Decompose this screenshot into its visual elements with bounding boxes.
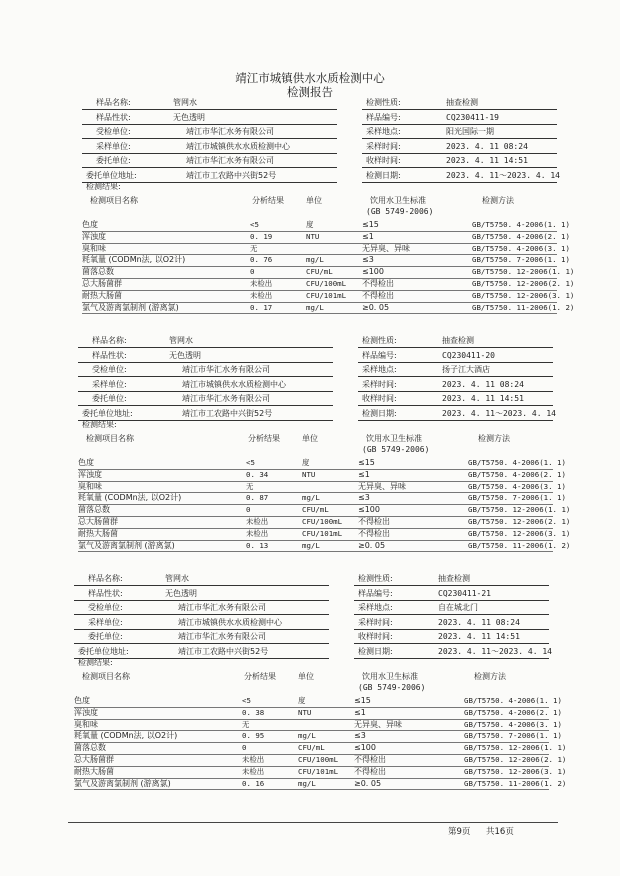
client-unit-value: 靖江市华汇水务有限公司 <box>178 603 266 613</box>
test-nature-label: 检测性质: <box>366 98 401 107</box>
field-underline <box>82 153 337 154</box>
row-result: <5 <box>242 696 251 705</box>
row-method: GB/T5750. 4-2006(2. 1) <box>472 231 570 241</box>
footer-divider <box>68 822 558 823</box>
row-method: GB/T5750. 7-2006(1. 1) <box>472 255 570 265</box>
sampling-unit-label: 采样单位: <box>88 617 123 627</box>
sampling-place-label: 采样地点: <box>358 603 393 613</box>
field-underline <box>354 658 549 659</box>
row-unit: 度 <box>298 696 306 705</box>
sampling-time-value: 2023. 4. 11 08:24 <box>446 141 528 151</box>
row-standard: ≤1 <box>362 231 374 241</box>
field-underline <box>354 600 549 601</box>
table-row <box>0 540 616 552</box>
col-standard-sub-header: (GB 5749-2006) <box>362 445 430 454</box>
field-underline <box>78 405 333 406</box>
sample-number-label: 样品编号: <box>366 112 401 122</box>
table-row <box>0 266 620 278</box>
row-standard: 不得检出 <box>358 528 390 538</box>
test-nature-label: 检测性质: <box>358 574 393 583</box>
row-item: 氯气及游离氯制剂 (游离氯) <box>74 778 171 788</box>
row-item: 色度 <box>74 696 90 705</box>
row-standard: ≤1 <box>358 469 370 479</box>
row-method: GB/T5750. 4-2006(3. 1) <box>468 481 566 491</box>
col-item-header: 检测项目名称 <box>82 672 130 681</box>
row-item: 总大肠菌群 <box>78 517 118 526</box>
field-underline <box>82 109 337 110</box>
commission-address-label: 委托单位地址: <box>78 647 129 656</box>
field-underline <box>78 376 333 377</box>
sampling-unit-label: 采样单位: <box>92 379 127 389</box>
row-standard: 无异臭、异味 <box>362 243 410 253</box>
row-method: GB/T5750. 11-2006(1. 2) <box>468 540 571 550</box>
row-result: <5 <box>250 220 259 229</box>
sample-number-label: 样品编号: <box>362 350 397 360</box>
sample-state-label: 样品性状: <box>88 588 123 598</box>
row-standard: 不得检出 <box>354 755 386 764</box>
page-footer <box>0 826 620 838</box>
test-nature-label: 检测性质: <box>362 336 397 345</box>
row-method: GB/T5750. 12-2006(3. 1) <box>472 290 575 300</box>
table-row <box>0 481 616 493</box>
row-item: 臭和味 <box>82 243 106 253</box>
row-result: 0 <box>246 505 251 515</box>
client-unit-value: 靖江市华汇水务有限公司 <box>182 365 270 375</box>
col-standard-sub-header: (GB 5749-2006) <box>358 683 426 692</box>
test-date-label: 检测日期: <box>362 409 397 418</box>
row-result: 未检出 <box>250 290 273 300</box>
col-method-header: 检测方法 <box>474 672 506 681</box>
receive-time-label: 收样时间: <box>362 394 397 404</box>
row-standard: ≤15 <box>362 220 379 229</box>
row-item: 耐热大肠菌 <box>74 766 114 776</box>
field-underline <box>354 614 549 615</box>
test-date-label: 检测日期: <box>366 171 401 180</box>
sampling-place-value: 自在城北门 <box>438 603 478 613</box>
row-unit: 度 <box>306 220 314 229</box>
field-underline <box>362 182 557 183</box>
field-underline <box>74 629 329 630</box>
row-item: 臭和味 <box>78 481 102 491</box>
row-divider <box>78 551 553 552</box>
sample-state-value: 无色透明 <box>165 588 197 598</box>
row-result: 0. 13 <box>246 540 269 550</box>
row-standard: ≤15 <box>354 696 371 705</box>
row-unit: mg/L <box>298 731 316 741</box>
row-item: 耗氧量 (CODMn法, 以O2计) <box>78 493 182 503</box>
col-standard-sub-header: (GB 5749-2006) <box>366 207 434 216</box>
sample-section <box>0 335 616 571</box>
test-date-value: 2023. 4. 11～2023. 4. 14 <box>442 409 556 418</box>
col-method-header: 检测方法 <box>482 196 514 205</box>
test-nature-value: 抽查检测 <box>442 336 474 345</box>
test-date-label: 检测日期: <box>358 647 393 656</box>
row-standard: ≤3 <box>358 493 370 503</box>
field-underline <box>362 153 557 154</box>
row-method: GB/T5750. 4-2006(3. 1) <box>472 243 570 253</box>
row-item: 耐热大肠菌 <box>78 528 118 538</box>
sample-state-label: 样品性状: <box>96 112 131 122</box>
sample-number-label: 样品编号: <box>358 588 393 598</box>
sample-section <box>0 97 620 333</box>
row-method: GB/T5750. 12-2006(2. 1) <box>468 517 571 526</box>
row-unit: mg/L <box>302 540 320 550</box>
table-row <box>0 254 620 266</box>
col-unit-header: 单位 <box>306 196 322 205</box>
row-method: GB/T5750. 4-2006(1. 1) <box>468 458 566 467</box>
row-result: 0 <box>242 743 247 753</box>
client-unit-label: 受检单位: <box>96 127 131 137</box>
commission-unit-value: 靖江市华汇水务有限公司 <box>178 632 266 642</box>
field-underline <box>362 124 557 125</box>
row-standard: ≤15 <box>358 458 375 467</box>
col-standard-header: 饮用水卫生标准 <box>362 672 418 681</box>
sample-number-value: CQ230411-19 <box>446 112 499 122</box>
row-item: 耗氧量 (CODMn法, 以O2计) <box>74 731 178 741</box>
report-title: 检测报告 <box>287 85 333 99</box>
col-method-header: 检测方法 <box>478 434 510 443</box>
row-method: GB/T5750. 4-2006(1. 1) <box>472 220 570 229</box>
field-underline <box>354 629 549 630</box>
field-underline <box>358 347 553 348</box>
row-item: 耗氧量 (CODMn法, 以O2计) <box>82 255 186 265</box>
row-item: 浑浊度 <box>78 469 102 479</box>
row-item: 浑浊度 <box>74 707 98 717</box>
commission-address-label: 委托单位地址: <box>82 409 133 418</box>
row-item: 臭和味 <box>74 719 98 729</box>
page-total: 共16页 <box>486 827 514 837</box>
row-item: 菌落总数 <box>78 505 110 515</box>
table-row <box>0 778 612 790</box>
sample-name-label: 样品名称: <box>92 336 127 345</box>
row-result: 无 <box>246 481 254 491</box>
row-method: GB/T5750. 7-2006(1. 1) <box>464 731 562 741</box>
row-item: 菌落总数 <box>82 267 114 277</box>
row-unit: CFU/101mL <box>306 290 347 300</box>
row-standard: ≤100 <box>354 743 376 753</box>
row-unit: CFU/100mL <box>306 279 347 288</box>
col-result-header: 分析结果 <box>248 434 280 443</box>
table-row <box>0 302 620 314</box>
receive-time-label: 收样时间: <box>358 632 393 642</box>
sampling-place-value: 阳光国际一期 <box>446 127 494 137</box>
field-underline <box>362 167 557 168</box>
field-underline <box>358 405 553 406</box>
row-result: 无 <box>242 719 250 729</box>
field-underline <box>78 347 333 348</box>
field-underline <box>358 376 553 377</box>
field-underline <box>354 643 549 644</box>
row-item: 氯气及游离氯制剂 (游离氯) <box>78 540 175 550</box>
sample-name-label: 样品名称: <box>88 574 123 583</box>
sampling-unit-value: 靖江市城镇供水水质检测中心 <box>186 141 290 151</box>
sample-section <box>0 573 612 809</box>
table-row <box>0 516 616 528</box>
page-number: 第9页 <box>448 827 471 837</box>
client-unit-label: 受检单位: <box>92 365 127 375</box>
row-result: 0. 17 <box>250 302 273 312</box>
sampling-time-label: 采样时间: <box>366 141 401 151</box>
table-row <box>0 231 620 243</box>
table-row <box>0 707 612 719</box>
row-result: <5 <box>246 458 255 467</box>
test-nature-value: 抽查检测 <box>438 574 470 583</box>
row-divider <box>74 789 549 790</box>
sampling-unit-label: 采样单位: <box>96 141 131 151</box>
field-underline <box>82 167 337 168</box>
row-unit: CFU/101mL <box>302 528 343 538</box>
row-method: GB/T5750. 12-2006(3. 1) <box>468 528 571 538</box>
sampling-place-label: 采样地点: <box>366 127 401 137</box>
row-standard: ≤3 <box>362 255 374 265</box>
commission-unit-value: 靖江市华汇水务有限公司 <box>186 156 274 166</box>
field-underline <box>358 420 553 421</box>
row-unit: mg/L <box>306 302 324 312</box>
row-unit: NTU <box>298 707 312 717</box>
col-standard-header: 饮用水卫生标准 <box>370 196 426 205</box>
sample-name-label: 样品名称: <box>96 98 131 107</box>
row-method: GB/T5750. 4-2006(2. 1) <box>468 469 566 479</box>
row-result: 0. 19 <box>250 231 273 241</box>
sample-name-value: 管网水 <box>173 98 197 107</box>
row-standard: ≤100 <box>362 267 384 277</box>
row-result: 0. 34 <box>246 469 269 479</box>
row-unit: CFU/100mL <box>298 755 339 764</box>
field-underline <box>82 138 337 139</box>
row-result: 0. 38 <box>242 707 265 717</box>
col-item-header: 检测项目名称 <box>86 434 134 443</box>
col-unit-header: 单位 <box>298 672 314 681</box>
row-unit: CFU/101mL <box>298 766 339 776</box>
field-underline <box>358 391 553 392</box>
row-standard: 无异臭、异味 <box>358 481 406 491</box>
row-result: 未检出 <box>242 766 265 776</box>
table-row <box>0 742 612 754</box>
table-row <box>0 219 620 231</box>
table-row <box>0 730 612 742</box>
sample-name-value: 管网水 <box>165 574 189 583</box>
col-item-header: 检测项目名称 <box>90 196 138 205</box>
row-result: 0. 16 <box>242 778 265 788</box>
field-underline <box>82 124 337 125</box>
sample-state-value: 无色透明 <box>169 350 201 360</box>
sample-number-value: CQ230411-20 <box>442 350 495 360</box>
row-unit: mg/L <box>302 493 320 503</box>
row-method: GB/T5750. 4-2006(2. 1) <box>464 707 562 717</box>
table-row <box>0 504 616 516</box>
row-method: GB/T5750. 12-2006(2. 1) <box>464 755 567 764</box>
commission-address-value: 靖江市工农路中兴街52号 <box>178 647 269 656</box>
row-unit: 度 <box>302 458 310 467</box>
field-underline <box>78 362 333 363</box>
table-row <box>0 719 612 731</box>
row-item: 总大肠菌群 <box>82 279 122 288</box>
row-item: 氯气及游离氯制剂 (游离氯) <box>82 302 179 312</box>
receive-time-label: 收样时间: <box>366 156 401 166</box>
sampling-time-value: 2023. 4. 11 08:24 <box>442 379 524 389</box>
field-underline <box>74 585 329 586</box>
table-row <box>0 278 620 290</box>
row-standard: ≤3 <box>354 731 366 741</box>
commission-address-label: 委托单位地址: <box>86 171 137 180</box>
sampling-unit-value: 靖江市城镇供水水质检测中心 <box>182 379 286 389</box>
row-standard: ≤1 <box>354 707 366 717</box>
row-standard: ≥0. 05 <box>354 778 382 788</box>
row-item: 菌落总数 <box>74 743 106 753</box>
field-underline <box>362 109 557 110</box>
row-standard: ≥0. 05 <box>358 540 386 550</box>
row-item: 色度 <box>82 220 98 229</box>
row-item: 耐热大肠菌 <box>82 290 122 300</box>
col-result-header: 分析结果 <box>244 672 276 681</box>
row-item: 总大肠菌群 <box>74 755 114 764</box>
row-method: GB/T5750. 11-2006(1. 2) <box>464 778 567 788</box>
commission-unit-label: 委托单位: <box>92 394 127 404</box>
row-standard: ≥0. 05 <box>362 302 390 312</box>
sampling-unit-value: 靖江市城镇供水水质检测中心 <box>178 617 282 627</box>
commission-address-value: 靖江市工农路中兴街52号 <box>186 171 277 180</box>
table-row <box>0 754 612 766</box>
row-method: GB/T5750. 7-2006(1. 1) <box>468 493 566 503</box>
row-result: 0. 87 <box>246 493 269 503</box>
client-unit-value: 靖江市华汇水务有限公司 <box>186 127 274 137</box>
sampling-place-label: 采样地点: <box>362 365 397 375</box>
col-standard-header: 饮用水卫生标准 <box>366 434 422 443</box>
field-underline <box>358 362 553 363</box>
row-method: GB/T5750. 12-2006(1. 1) <box>472 267 575 277</box>
row-method: GB/T5750. 4-2006(1. 1) <box>464 696 562 705</box>
col-unit-header: 单位 <box>302 434 318 443</box>
row-unit: NTU <box>302 469 316 479</box>
row-result: 0. 95 <box>242 731 265 741</box>
row-method: GB/T5750. 4-2006(3. 1) <box>464 719 562 729</box>
row-unit: NTU <box>306 231 320 241</box>
row-unit: mg/L <box>306 255 324 265</box>
receive-time-value: 2023. 4. 11 14:51 <box>446 156 528 166</box>
commission-unit-value: 靖江市华汇水务有限公司 <box>182 394 270 404</box>
field-underline <box>74 614 329 615</box>
test-nature-value: 抽查检测 <box>446 98 478 107</box>
row-unit: CFU/mL <box>306 267 333 277</box>
sampling-time-label: 采样时间: <box>358 617 393 627</box>
field-underline <box>354 585 549 586</box>
row-standard: 不得检出 <box>354 766 386 776</box>
row-method: GB/T5750. 11-2006(1. 2) <box>472 302 575 312</box>
row-method: GB/T5750. 12-2006(3. 1) <box>464 766 567 776</box>
table-row <box>0 528 616 540</box>
row-result: 未检出 <box>246 517 269 526</box>
table-row <box>0 695 612 707</box>
sample-name-value: 管网水 <box>169 336 193 345</box>
client-unit-label: 受检单位: <box>88 603 123 613</box>
report-org-title: 靖江市城镇供水水质检测中心 <box>235 71 385 85</box>
row-method: GB/T5750. 12-2006(1. 1) <box>468 505 571 515</box>
row-unit: CFU/mL <box>302 505 329 515</box>
sample-number-value: CQ230411-21 <box>438 588 491 598</box>
results-label: 检测结果: <box>78 658 113 667</box>
row-standard: 无异臭、异味 <box>354 719 402 729</box>
field-underline <box>78 391 333 392</box>
row-unit: CFU/mL <box>298 743 325 753</box>
row-method: GB/T5750. 12-2006(2. 1) <box>472 279 575 288</box>
row-result: 0 <box>250 267 255 277</box>
col-result-header: 分析结果 <box>252 196 284 205</box>
table-row <box>0 766 612 778</box>
field-underline <box>74 600 329 601</box>
commission-unit-label: 委托单位: <box>88 632 123 642</box>
sample-state-value: 无色透明 <box>173 112 205 122</box>
table-row <box>0 290 620 302</box>
table-row <box>0 243 620 255</box>
field-underline <box>74 643 329 644</box>
row-result: 0. 76 <box>250 255 273 265</box>
sampling-place-value: 扬子江大酒店 <box>442 365 490 375</box>
row-unit: mg/L <box>298 778 316 788</box>
row-standard: 不得检出 <box>358 517 390 526</box>
test-date-value: 2023. 4. 11～2023. 4. 14 <box>446 171 560 180</box>
sample-state-label: 样品性状: <box>92 350 127 360</box>
row-divider <box>82 313 557 314</box>
row-result: 未检出 <box>242 755 265 764</box>
sampling-time-label: 采样时间: <box>362 379 397 389</box>
row-result: 未检出 <box>246 528 269 538</box>
table-row <box>0 469 616 481</box>
commission-unit-label: 委托单位: <box>96 156 131 166</box>
results-label: 检测结果: <box>86 182 121 191</box>
results-label: 检测结果: <box>82 420 117 429</box>
receive-time-value: 2023. 4. 11 14:51 <box>438 632 520 642</box>
table-row <box>0 492 616 504</box>
sampling-time-value: 2023. 4. 11 08:24 <box>438 617 520 627</box>
receive-time-value: 2023. 4. 11 14:51 <box>442 394 524 404</box>
row-item: 色度 <box>78 458 94 467</box>
row-method: GB/T5750. 12-2006(1. 1) <box>464 743 567 753</box>
row-standard: 不得检出 <box>362 290 394 300</box>
row-standard: ≤100 <box>358 505 380 515</box>
table-row <box>0 457 616 469</box>
commission-address-value: 靖江市工农路中兴街52号 <box>182 409 273 418</box>
field-underline <box>362 138 557 139</box>
row-result: 未检出 <box>250 279 273 288</box>
row-result: 无 <box>250 243 258 253</box>
row-unit: CFU/100mL <box>302 517 343 526</box>
row-standard: 不得检出 <box>362 279 394 288</box>
row-item: 浑浊度 <box>82 231 106 241</box>
test-date-value: 2023. 4. 11～2023. 4. 14 <box>438 647 552 656</box>
